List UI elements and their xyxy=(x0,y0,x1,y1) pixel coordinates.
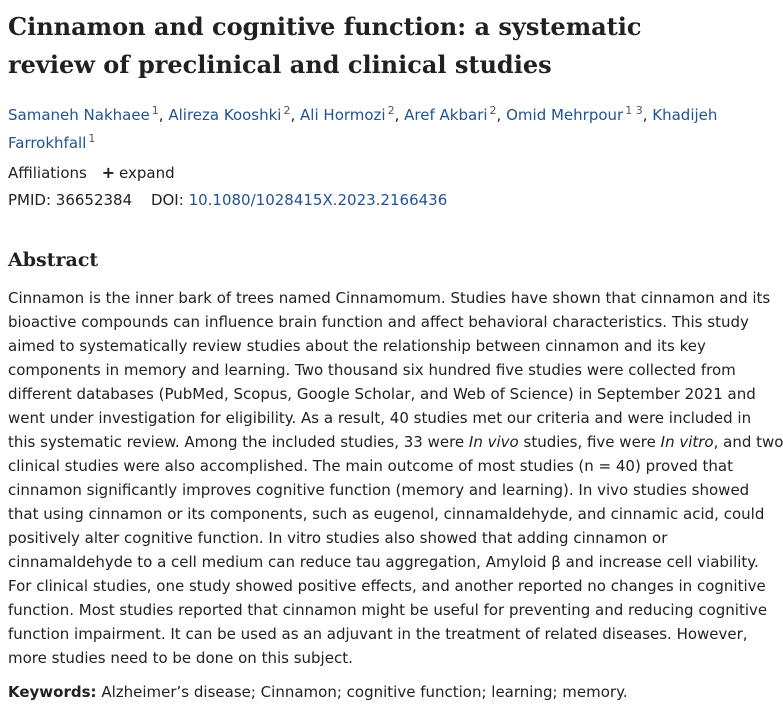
doi-link[interactable]: 10.1080/1028415X.2023.2166436 xyxy=(188,191,448,209)
abstract-text-run: cinnamaldehyde to a cell medium can reduce tau aggregation, Amyloid β and increase cell viability. xyxy=(8,553,759,571)
author-separator: , xyxy=(158,106,164,124)
abstract-line xyxy=(8,478,750,502)
affiliations-label: Affiliations xyxy=(8,164,87,182)
author-affiliation-number[interactable]: 2 xyxy=(387,104,395,117)
abstract-text-run: clinical studies were also accomplished. The main outcome of most studies (n = 40) proved that xyxy=(8,457,733,475)
author-link[interactable]: Samaneh Nakhaee xyxy=(8,106,150,124)
abstract-line xyxy=(8,550,759,574)
abstract-heading: Abstract xyxy=(8,249,99,271)
abstract-text-run: bioactive compounds can influence brain function and affect behavioral characteristics. This study xyxy=(8,313,749,331)
abstract-line xyxy=(8,598,768,622)
expand-affiliations-button[interactable] xyxy=(102,164,175,182)
author-separator: , xyxy=(642,106,648,124)
author-link[interactable]: Alireza Kooshki xyxy=(168,106,282,124)
pmid-label: PMID: xyxy=(8,191,52,209)
author-affiliation-number[interactable]: 2 xyxy=(283,104,291,117)
keywords-label: Keywords: xyxy=(8,683,97,701)
abstract-text-run: went under investigation for eligibility. As a result, 40 studies met our criteria and were included in xyxy=(8,409,752,427)
author-affiliation-number[interactable]: 1 xyxy=(88,132,96,145)
abstract-text-run: function. Most studies reported that cinnamon might be useful for preventing and reducing cognitive xyxy=(8,601,768,619)
abstract-line xyxy=(8,406,752,430)
abstract-text-run: Cinnamon is the inner bark of trees named Cinnamomum. Studies have shown that cinnamon and its xyxy=(8,289,771,307)
article-title xyxy=(8,8,728,84)
abstract-line xyxy=(8,454,733,478)
pmid-value: 36652384 xyxy=(55,191,133,209)
abstract-line xyxy=(8,430,783,454)
expand-label: expand xyxy=(119,164,175,182)
author-link[interactable]: Aref Akbari xyxy=(404,106,488,124)
author-affiliation-number[interactable]: 1 xyxy=(151,104,159,117)
doi-label: DOI: xyxy=(150,191,184,209)
author-link[interactable]: Omid Mehrpour xyxy=(506,106,624,124)
abstract-line xyxy=(8,622,748,646)
author-list xyxy=(8,99,728,155)
author-separator: , xyxy=(290,106,296,124)
abstract-line xyxy=(8,334,733,358)
article-title-line: review of preclinical and clinical studies xyxy=(8,50,552,79)
abstract-text-run: For clinical studies, one study showed positive effects, and another reported no changes in cognitive xyxy=(8,577,766,595)
keywords xyxy=(8,681,628,703)
plus-icon: + xyxy=(101,163,116,182)
abstract-line xyxy=(8,286,771,310)
abstract-text-run: function impairment. It can be used as an adjuvant in the treatment of related diseases. However, xyxy=(8,625,748,643)
abstract-italic-run: In vitro xyxy=(660,433,714,451)
abstract-line xyxy=(8,526,733,550)
abstract-text-run: cinnamon significantly improves cognitive function (memory and learning). In vivo studies showed xyxy=(8,481,750,499)
abstract-text-run: that using cinnamon or its components, such as eugenol, cinnamaldehyde, and cinnamic acid, could xyxy=(8,505,765,523)
author-affiliation-number[interactable]: 2 xyxy=(489,104,497,117)
abstract-line xyxy=(8,310,749,334)
keywords-text: Alzheimer’s disease; Cinnamon; cognitive function; learning; memory. xyxy=(101,683,628,701)
author-link[interactable]: Khadijeh Farrokhfall xyxy=(8,106,718,152)
abstract-text-run: aimed to systematically review studies about the relationship between cinnamon and its key xyxy=(8,337,706,355)
author-link[interactable]: Ali Hormozi xyxy=(300,106,386,124)
abstract-text-run: more studies need to be done on this subject. xyxy=(8,649,353,667)
abstract-line xyxy=(8,502,765,526)
abstract-text-run: , and two xyxy=(713,433,783,451)
abstract-text-run: positively alter cognitive function. In vitro studies also showed that adding cinnamon or xyxy=(8,529,668,547)
author-separator: , xyxy=(496,106,502,124)
identifiers xyxy=(8,189,447,211)
abstract-text-run: studies, five were xyxy=(518,433,661,451)
abstract-italic-run: In vivo xyxy=(468,433,519,451)
article-title-line: Cinnamon and cognitive function: a systematic xyxy=(8,12,642,41)
abstract-text-run: this systematic review. Among the included studies, 33 were xyxy=(8,433,469,451)
abstract-line xyxy=(8,358,736,382)
affiliations-row xyxy=(8,162,175,184)
abstract-text xyxy=(8,286,783,670)
abstract-line xyxy=(8,646,733,670)
abstract-text-run: components in memory and learning. Two thousand six hundred five studies were collected from xyxy=(8,361,736,379)
abstract-line xyxy=(8,574,766,598)
abstract-text-run: different databases (PubMed, Scopus, Google Scholar, and Web of Science) in September 2021 and xyxy=(8,385,756,403)
author-affiliation-number[interactable]: 1 3 xyxy=(625,104,643,117)
author-separator: , xyxy=(394,106,400,124)
abstract-line xyxy=(8,382,756,406)
